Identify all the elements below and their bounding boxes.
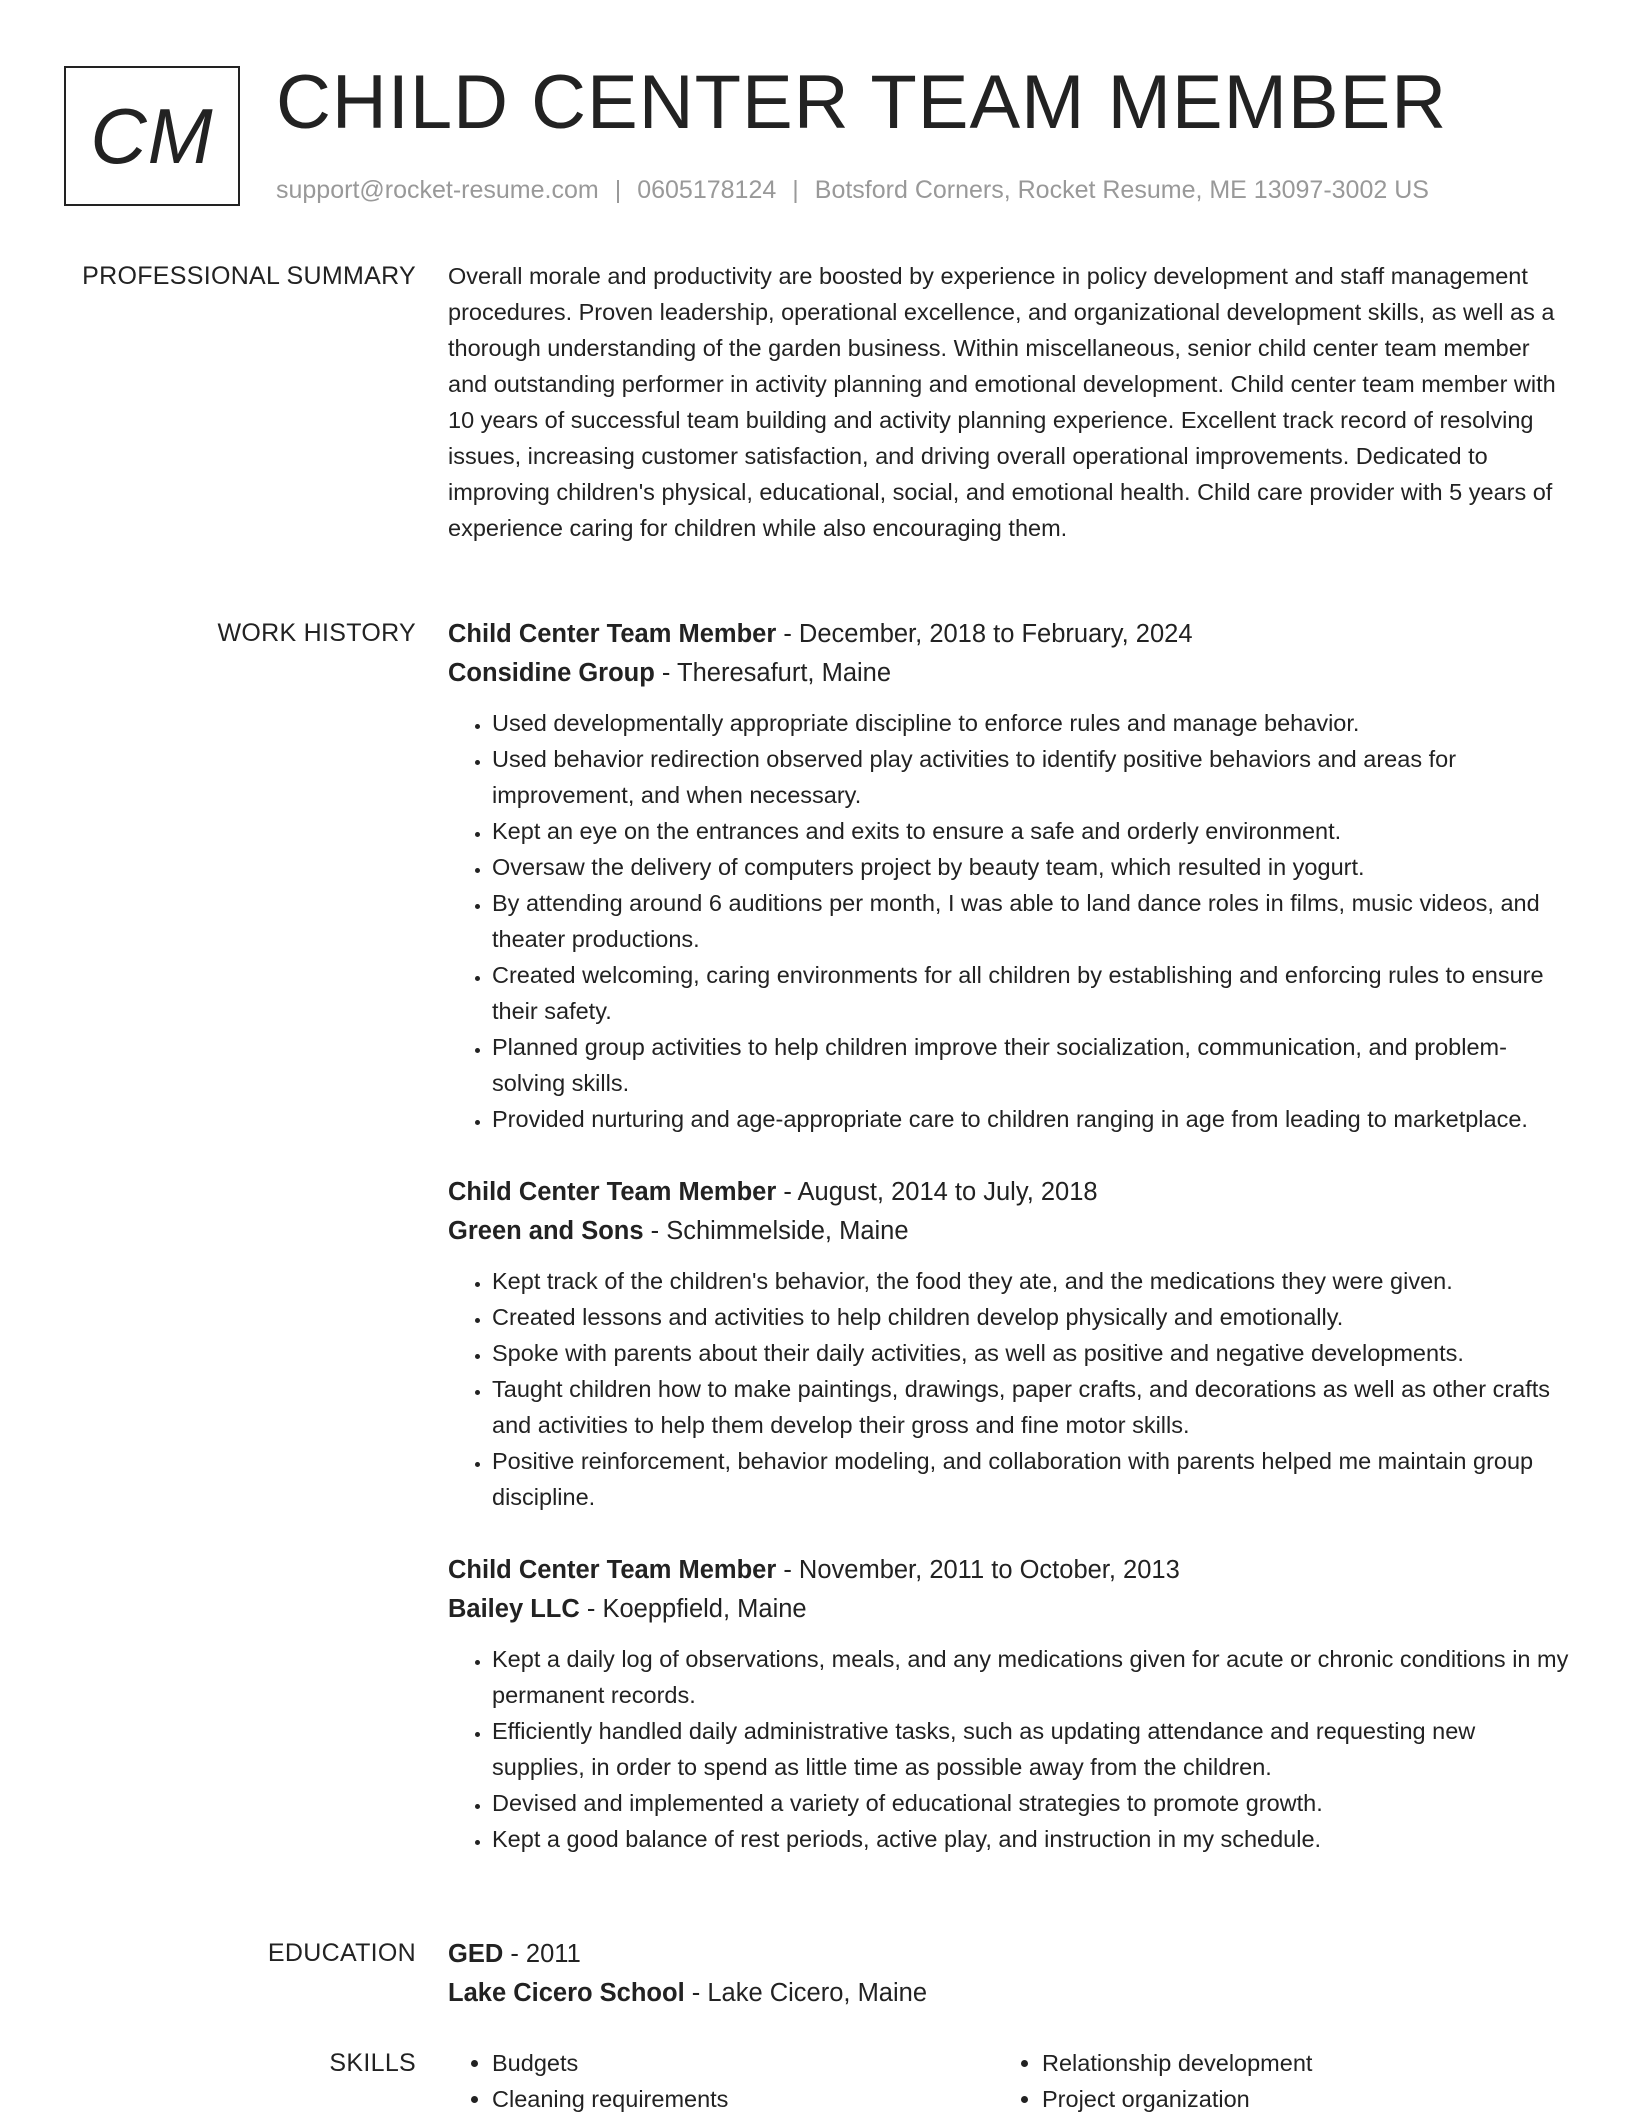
- job-bullets: [448, 1263, 1572, 1515]
- education-body: [448, 1935, 1572, 2013]
- job-bullet: • Planned group activities to help children improve their socialization, communication, and problem-solving skills.: [492, 1029, 1572, 1101]
- job-bullet: • Spoke with parents about their daily activities, as well as positive and negative developments.: [492, 1335, 1572, 1371]
- education-school-line: [448, 1974, 1572, 2013]
- job-bullet: • Oversaw the delivery of computers project by beauty team, which resulted in yogurt.: [492, 849, 1572, 885]
- job-title-line: [448, 1551, 1572, 1590]
- job-location: - Koeppfield, Maine: [579, 1595, 807, 1623]
- contact-address: Botsford Corners, Rocket Resume, ME 13097-3002 US: [814, 176, 1429, 204]
- job-title-line: [448, 1173, 1572, 1212]
- job-location: - Theresafurt, Maine: [654, 659, 892, 687]
- skills-body: [448, 2045, 1572, 2117]
- skills-columns: [448, 2045, 1572, 2117]
- job-bullet: • Efficiently handled daily administrative tasks, such as updating attendance and requesting new supplies, in order to spend as little time as possible away from the children.: [492, 1713, 1572, 1785]
- job-entry: [448, 615, 1572, 1137]
- contact-phone[interactable]: 0605178124: [637, 176, 777, 204]
- skill-item: • Budgets: [492, 2045, 998, 2081]
- job-bullet: • Taught children how to make paintings, drawings, paper crafts, and decorations as well as other crafts and activities to help them develop their gross and fine motor skills.: [492, 1371, 1572, 1443]
- skill-item: • Cleaning requirements: [492, 2081, 998, 2117]
- resume-title: CHILD CENTER TEAM MEMBER: [276, 60, 1448, 145]
- job-company: Green and Sons: [448, 1217, 644, 1245]
- education-school: Lake Cicero School: [448, 1979, 685, 2007]
- job-title: Child Center Team Member: [448, 1178, 777, 1206]
- job-dates: - November, 2011 to October, 2013: [776, 1556, 1180, 1584]
- contact-email[interactable]: support@rocket-resume.com: [276, 176, 599, 204]
- job-company-line: [448, 1590, 1572, 1629]
- job-company-line: [448, 654, 1572, 693]
- monogram-logo: CM: [64, 66, 240, 206]
- education-degree: GED: [448, 1940, 504, 1968]
- job-title-line: [448, 615, 1572, 654]
- job-bullet: • Devised and implemented a variety of educational strategies to promote growth.: [492, 1785, 1572, 1821]
- summary-text: Overall morale and productivity are boosted by experience in policy development and staff management procedures. Proven leadership, operational excellence, and organizational development skills, as well as a thorough understanding of the garden business. Within miscellaneous, senior child center team member and outstanding performer in activity planning and emotional development. Child center team member with 10 years of successful team building and activity planning experience. Excellent track record of resolving issues, increasing customer satisfaction, and driving overall operational improvements. Dedicated to improving children's physical, educational, social, and emotional health. Child care provider with 5 years of experience caring for children while also encouraging them.: [448, 263, 1556, 541]
- skills-heading: SKILLS: [329, 2049, 416, 2077]
- job-bullet: • Kept a daily log of observations, meals, and any medications given for acute or chronic conditions in my permanent records.: [492, 1641, 1572, 1713]
- education-year: - 2011: [503, 1940, 581, 1968]
- job-bullet: • Used behavior redirection observed play activities to identify positive behaviors and areas for improvement, and when necessary.: [492, 741, 1572, 813]
- job-location: - Schimmelside, Maine: [643, 1217, 909, 1245]
- education-degree-line: [448, 1935, 1572, 1974]
- job-dates: - December, 2018 to February, 2024: [776, 620, 1193, 648]
- job-dates: - August, 2014 to July, 2018: [776, 1178, 1098, 1206]
- work-history-heading: WORK HISTORY: [217, 619, 416, 647]
- contact-separator: |: [614, 176, 622, 204]
- skills-list-left: [448, 2045, 998, 2117]
- job-entry: [448, 1173, 1572, 1515]
- job-company: Bailey LLC: [448, 1595, 580, 1623]
- job-bullet: • Created lessons and activities to help children develop physically and emotionally.: [492, 1299, 1572, 1335]
- job-company-line: [448, 1212, 1572, 1251]
- job-title: Child Center Team Member: [448, 620, 777, 648]
- job-bullet: • Kept an eye on the entrances and exits to ensure a safe and orderly environment.: [492, 813, 1572, 849]
- job-bullet: • Used developmentally appropriate discipline to enforce rules and manage behavior.: [492, 705, 1572, 741]
- education-location: - Lake Cicero, Maine: [684, 1979, 928, 2007]
- job-bullet: • Positive reinforcement, behavior modeling, and collaboration with parents helped me maintain group discipline.: [492, 1443, 1572, 1515]
- skill-item: • Project organization: [1042, 2081, 1548, 2117]
- job-bullet: • Provided nurturing and age-appropriate care to children ranging in age from leading to marketplace.: [492, 1101, 1572, 1137]
- skills-list-right: [998, 2045, 1548, 2117]
- contact-separator: |: [792, 176, 799, 204]
- contact-line: [276, 174, 1429, 206]
- job-entry: [448, 1551, 1572, 1857]
- job-company: Considine Group: [448, 659, 655, 687]
- job-bullet: • Created welcoming, caring environments for all children by establishing and enforcing rules to ensure their safety.: [492, 957, 1572, 1029]
- work-history-body: [448, 615, 1572, 1893]
- skill-item: • Relationship development: [1042, 2045, 1548, 2081]
- job-bullets: [448, 705, 1572, 1137]
- education-heading: EDUCATION: [267, 1939, 416, 1967]
- summary-heading: PROFESSIONAL SUMMARY: [82, 262, 416, 290]
- job-bullet: • By attending around 6 auditions per month, I was able to land dance roles in films, music videos, and theater productions.: [492, 885, 1572, 957]
- job-bullets: [448, 1641, 1572, 1857]
- summary-body: [448, 258, 1572, 546]
- job-bullet: • Kept track of the children's behavior, the food they ate, and the medications they were given.: [492, 1263, 1572, 1299]
- job-title: Child Center Team Member: [448, 1556, 777, 1584]
- job-bullet: • Kept a good balance of rest periods, active play, and instruction in my schedule.: [492, 1821, 1572, 1857]
